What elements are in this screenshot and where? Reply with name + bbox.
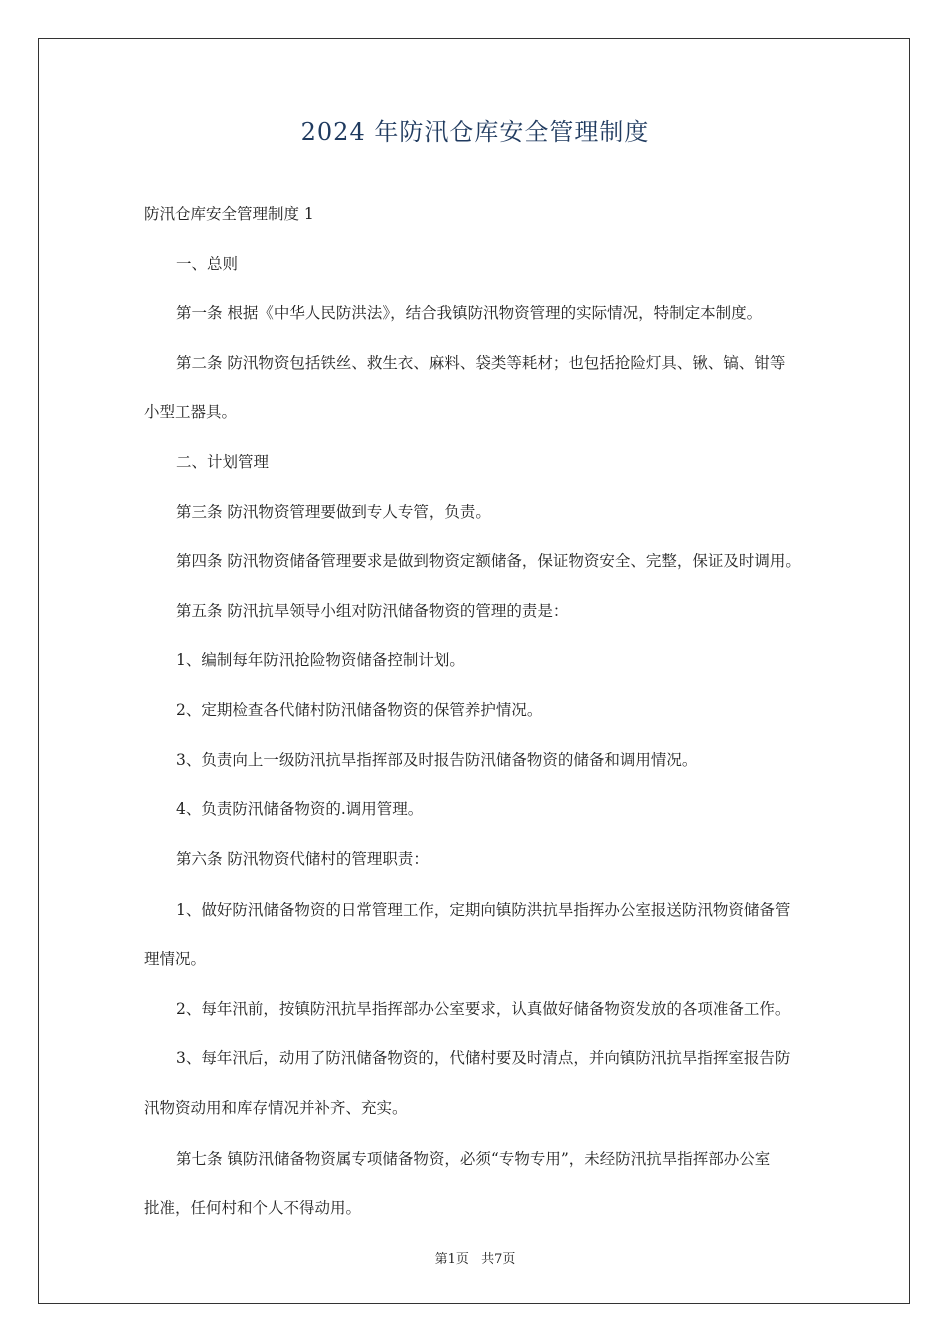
list-item: 4、负责防汛储备物资的.调用管理。 xyxy=(176,800,424,818)
page-footer xyxy=(0,1248,950,1267)
chapter-heading-planning: 二、计划管理 xyxy=(176,453,270,471)
list-item: 3、负责向上一级防汛抗旱指挥部及时报告防汛储备物资的储备和调用情况。 xyxy=(176,751,698,769)
article-3: 第三条 防汛物资管理要做到专人专管，负责。 xyxy=(176,503,491,521)
list-item: 2、定期检查各代储村防汛储备物资的保管养护情况。 xyxy=(176,701,543,719)
list-item: 1、做好防汛储备物资的日常管理工作，定期向镇防洪抗旱指挥办公室报送防汛物资储备管 xyxy=(176,901,791,919)
list-item-continued: 汛物资动用和库存情况并补齐、充实。 xyxy=(144,1099,408,1117)
article-5: 第五条 防汛抗旱领导小组对防汛储备物资的管理的责是： xyxy=(176,602,569,620)
list-item: 2、每年汛前，按镇防汛抗旱指挥部办公室要求，认真做好储备物资发放的各项准备工作。 xyxy=(176,1000,791,1018)
page-total: 共7页 xyxy=(481,1252,516,1267)
section-heading: 防汛仓库安全管理制度 1 xyxy=(144,205,314,223)
article-1: 第一条 根据《中华人民防洪法》，结合我镇防汛物资管理的实际情况，特制定本制度。 xyxy=(176,304,763,322)
article-6: 第六条 防汛物资代储村的管理职责： xyxy=(176,850,429,868)
page-number: 第1页 xyxy=(434,1252,469,1267)
article-4: 第四条 防汛物资储备管理要求是做到物资定额储备，保证物资安全、完整，保证及时调用。 xyxy=(176,552,801,570)
document-title: 2024 年防汛仓库安全管理制度 xyxy=(300,118,650,146)
article-7: 第七条 镇防汛储备物资属专项储备物资，必须“专物专用”，未经防汛抗旱指挥部办公室 xyxy=(176,1150,771,1168)
article-7-continued: 批准，任何村和个人不得动用。 xyxy=(144,1199,362,1217)
list-item: 1、编制每年防汛抢险物资储备控制计划。 xyxy=(176,651,465,669)
article-2-continued: 小型工器具。 xyxy=(144,403,238,421)
list-item-continued: 理情况。 xyxy=(144,950,207,968)
article-2: 第二条 防汛物资包括铁丝、救生衣、麻料、袋类等耗材；也包括抢险灯具、锹、镐、钳等 xyxy=(176,354,786,372)
list-item: 3、每年汛后，动用了防汛储备物资的，代储村要及时清点，并向镇防汛抗旱指挥室报告防 xyxy=(176,1049,791,1067)
chapter-heading-general: 一、总则 xyxy=(176,255,239,273)
